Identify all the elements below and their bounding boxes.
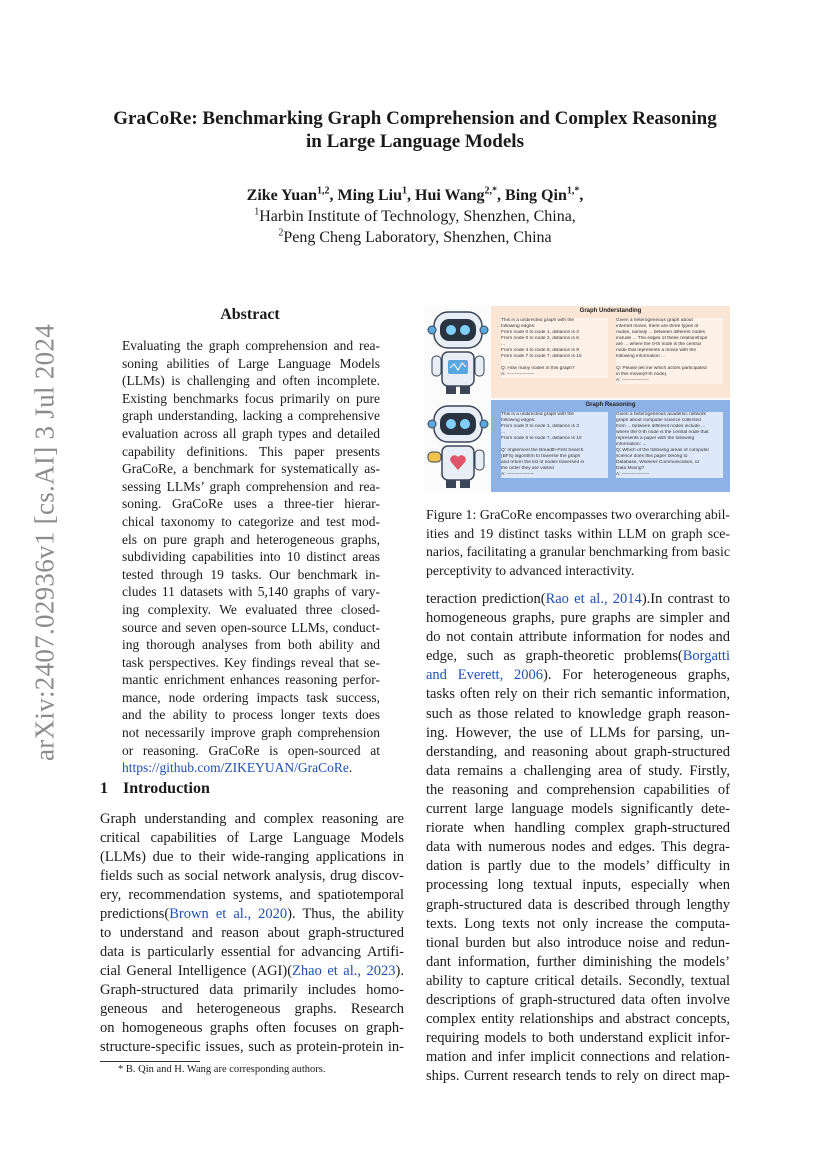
panel-text-line: following edges:: [501, 324, 536, 329]
text-run: tional burden but also introduce noise and redun-: [426, 934, 730, 951]
paragraph-line: [426, 876, 730, 895]
panel-text-line: represents a paper with the following: [616, 436, 695, 441]
panel-text-line: following information ...: [616, 354, 666, 359]
paragraph-line: [100, 1000, 404, 1019]
author-name: Bing Qin: [505, 187, 567, 204]
paragraph-line: [426, 628, 730, 647]
paragraph-line: [426, 743, 730, 762]
text-run: teraction prediction(: [426, 591, 546, 607]
panel-text-line: A: -----------------: [616, 378, 650, 383]
paragraph-line: [426, 934, 730, 953]
paragraph-line: [100, 810, 404, 829]
text-run: ).: [395, 963, 404, 979]
panel-text-line: A: -----------------: [501, 372, 535, 377]
panel-text-line: Q: Implement the Breadth-First Search: [501, 448, 584, 453]
panel-text-line: where the 0-th node is the central node that: [616, 430, 709, 435]
arxiv-identifier: arXiv:2407.02936v1 [cs.AI] 3 Jul 2024: [29, 323, 60, 762]
text-run: structure-specific issues, such as protein-protein in-: [100, 1039, 404, 1055]
panel-text-line: This is a undirected graph with the: [501, 412, 575, 417]
panel-text-line: from ... between different nodes include ...: [616, 424, 706, 429]
author-affiliation-marker: 1,2: [317, 185, 330, 197]
robot-illustration-bottom: [424, 400, 492, 492]
panel-text-line: include ... The edges of these relationships: [616, 336, 708, 341]
paragraph-line: [100, 905, 404, 924]
panel-graph-understanding: [491, 306, 730, 398]
paragraph-line: [426, 1010, 730, 1029]
text-run: dant information, further diminishing the models’: [426, 953, 730, 970]
affiliation-marker: 1: [254, 206, 260, 218]
panel-text-line: in this movie(0-th node).: [616, 372, 668, 377]
panel-text-line: the order they are visited: [501, 466, 554, 471]
abstract-heading: Abstract: [220, 306, 280, 323]
paragraph-line: [426, 724, 730, 743]
footnote: * B. Qin and H. Wang are corresponding authors.: [118, 1064, 326, 1075]
paragraph-line: [100, 943, 404, 962]
citation-link[interactable]: Rao et al., 2014: [545, 591, 642, 607]
text-run: riorate when handling complex graph-structured: [426, 820, 730, 837]
section-heading-introduction: [100, 780, 210, 798]
panel-text-line: From node 0 to node 2, distance is 6: [501, 336, 579, 341]
abstract-line: and the ability to process longer texts does: [122, 707, 380, 723]
paragraph-line: [426, 781, 730, 800]
text-run: data remains a challenging area of study. Firstly,: [426, 762, 730, 779]
text-run: ships. Current research tends to rely on direct map-: [426, 1068, 730, 1085]
panel-text-line: Database, Wireless Communication, or: [616, 460, 700, 465]
paragraph-line: [426, 991, 730, 1010]
title-line: GraCoRe: Benchmarking Graph Comprehension and Complex Reasoning: [113, 108, 717, 129]
paragraph-line: [100, 962, 404, 981]
affiliation-text: Harbin Institute of Technology, Shenzhen, China,: [259, 208, 576, 225]
paragraph-line: [426, 1067, 730, 1086]
heterogeneous-graph-example: [616, 412, 723, 478]
text-run: requiring models to both understand explicit infor-: [426, 1030, 730, 1047]
caption-line: Figure 1: GraCoRe encompasses two overarching abil-: [426, 507, 730, 522]
paragraph-line: [100, 1019, 404, 1038]
citation-link[interactable]: and Everett: [426, 667, 500, 684]
abstract-line: subdividing capabilities into 10 distinct areas: [122, 549, 380, 565]
abstract-line: evaluation across all graph types and detailed: [122, 425, 380, 441]
abstract-line: Existing benchmarks focus primarily on pure: [122, 390, 380, 406]
panel-text-line: information: ...: [616, 442, 647, 447]
panel-text-line: Q: Please tell me which actors participated: [616, 366, 707, 371]
paragraph-line: [100, 829, 404, 848]
pure-graph-example: [501, 318, 608, 378]
paragraph-line: [426, 953, 730, 972]
text-run: fields such as social network analysis, drug discov-: [100, 868, 404, 884]
link-suffix: .: [348, 760, 353, 776]
abstract-line: chical taxonomy to categorize and test mod-: [122, 513, 380, 529]
right-column-body: [426, 590, 730, 1086]
affiliation-1: [90, 206, 740, 227]
panel-text-line: From node 6 to node 7, distance is 10: [501, 436, 582, 441]
panel-text-line: and return the list of nodes traversed in: [501, 460, 585, 465]
panel-text-line: are ... where the 0-th node is the central: [616, 342, 701, 347]
abstract-line: task perspectives. Key findings reveal that se-: [122, 654, 380, 670]
text-run: ing. However, the use of LLMs for parsing, un-: [426, 724, 730, 741]
paragraph-line: [100, 867, 404, 886]
abstract-line: tested through 19 tasks. Our benchmark in-: [122, 566, 380, 582]
text-run: texts. Long texts not only increase the computa-: [426, 915, 730, 932]
caption-line: ities and 19 distinct tasks within LLM on graph sce-: [426, 525, 730, 541]
text-run: derstanding, and reasoning about graph-structured: [426, 743, 730, 760]
text-run: descriptions of graph-structured data often involve: [426, 991, 730, 1008]
paragraph-line: [426, 705, 730, 724]
panel-text-line: A: -----------------: [616, 472, 650, 477]
abstract-line: (LLMs) is challenging and often incomplete.: [122, 373, 380, 389]
author-affiliation-marker: 1,*: [566, 185, 580, 197]
paragraph-line: [426, 762, 730, 781]
text-run: ). For heterogeneous graphs,: [543, 667, 730, 684]
text-run: edge, such as graph-theoretic problems(: [426, 648, 683, 665]
paragraph-line: [426, 590, 730, 609]
panel-text-line: ...: [501, 430, 505, 435]
text-run: Graph understanding and complex reasoning are: [100, 811, 404, 827]
panel-text-line: nodes, namely ... between different nodes: [616, 330, 705, 335]
text-run: ability to capture critical details. Secondly, textual: [426, 972, 730, 989]
panel-text-line: Q: How many nodes in this graph?: [501, 366, 575, 371]
panel-text-line: Q: Which of the following areas of computer: [616, 448, 710, 453]
paragraph-line: [100, 886, 404, 905]
text-run: dation is partly due to the models’ difficulty in: [426, 858, 730, 875]
paragraph-line: [426, 838, 730, 857]
paragraph-line: [426, 666, 730, 685]
abstract-line: soning abilities of Large Language Models: [122, 355, 380, 371]
text-run: ). Thus, the ability: [287, 906, 404, 922]
abstract-line: Evaluating the graph comprehension and rea-: [122, 338, 380, 353]
text-run: do not contain attribute information for nodes and: [426, 629, 730, 646]
paragraph-line: [100, 1038, 404, 1057]
text-run: ).In contrast to: [641, 591, 730, 607]
abstract-line: mantic enrichment enhances reasoning perfor-: [122, 672, 380, 688]
text-run: such as those related to knowledge graph reason-: [426, 705, 730, 722]
text-run: data is particularly essential for advancing Artifi-: [100, 944, 404, 960]
abstract-line: soning. GraCoRe uses a three-tier hierar-: [122, 496, 380, 512]
caption-line: perceptivity to advanced interactivity.: [426, 562, 635, 578]
text-run: mation and infer implicit connections and relation-: [426, 1049, 730, 1066]
text-run: data with numerous nodes and edges. This degra-: [426, 839, 730, 856]
text-run: predictions(: [100, 906, 170, 922]
abstract-body: [122, 337, 380, 777]
panel-text-line: Data Mining?: [616, 466, 645, 471]
panel-text-line: Given a heterogeneous academic network: [616, 412, 706, 417]
paragraph-line: [426, 609, 730, 628]
heterogeneous-graph-example: [616, 318, 723, 384]
abstract-line: cludes 11 datasets with 5,140 graphs of vary-: [122, 584, 380, 600]
paragraph-line: [426, 685, 730, 704]
affiliation-marker: 2: [278, 227, 284, 239]
panel-text-line: A: -----------------: [501, 472, 535, 477]
figure-caption: [426, 506, 730, 580]
robot-illustration-top: [424, 306, 492, 398]
paragraph-line: [426, 800, 730, 819]
abstract-line: mance, node ordering impacts task success,: [122, 689, 380, 705]
panel-text-line: following edges:: [501, 418, 536, 423]
panel-text-line: ...: [501, 342, 505, 347]
panel-text-line: (BFS) algorithm to traverse the graph: [501, 454, 581, 459]
affiliation-2: [90, 227, 740, 248]
panel-text-line: science does this paper belong to: [616, 454, 688, 459]
abstract-line: graph understanding, lacking a comprehensive: [122, 408, 380, 424]
paragraph-line: [426, 819, 730, 838]
author-affiliation-marker: 2,*: [484, 185, 498, 197]
paragraph-line: [100, 924, 404, 943]
text-run: graph-structured data is described through lengthy: [426, 896, 730, 913]
text-run: the reasoning and comprehension capabilities of: [426, 781, 730, 798]
paragraph-line: [426, 1048, 730, 1067]
panel-text-line: internet movie, there are three types of: [616, 324, 699, 329]
text-run: on homogeneous graphs often focuses on graph-: [100, 1020, 404, 1036]
panel-text-line: From node 0 to node 1, distance is 3: [501, 424, 579, 429]
text-run: tasks often rely on their rich semantic information,: [426, 686, 730, 703]
author-affiliation-marker: 1: [402, 185, 408, 197]
abstract-lines: [122, 337, 380, 759]
text-run: geneous and heterogeneous graphs. Research: [100, 1001, 404, 1017]
paragraph-line: [426, 915, 730, 934]
abstract-link-line: [122, 759, 380, 777]
citation-link[interactable]: ,: [499, 667, 515, 684]
abstract-line: or reasoning. GraCoRe is open-sourced at: [122, 742, 380, 758]
paragraph-line: [426, 1029, 730, 1048]
abstract-line: sessing LLMs’ graph comprehension and rea-: [122, 478, 380, 494]
paragraph-line: [426, 647, 730, 666]
panel-text-line: This is a undirected graph with the: [501, 318, 575, 323]
paragraph-line: [426, 896, 730, 915]
author-name: Hui Wang: [415, 187, 485, 204]
paragraph-line: [426, 857, 730, 876]
paper-title: [90, 107, 740, 153]
author-block: [90, 185, 740, 248]
panel-title: Graph Reasoning: [585, 402, 636, 408]
abstract-line: GraCoRe, a benchmark for systematically as-: [122, 461, 380, 477]
abstract-line: els on pure graph and heterogeneous graphs,: [122, 531, 380, 547]
text-run: current large language models significantly dete-: [426, 801, 730, 818]
panel-text-line: node that represents a movie with the: [616, 348, 696, 353]
footnote-divider: [100, 1061, 200, 1062]
author-names: Zike Yuan$^{1,2}$, Ming Liu$^1$, Hui Wang$^{2,*}$, Bing Qin$^{1,*}$,: [246, 185, 584, 204]
github-link[interactable]: https://github.com/ZIKEYUAN/GraCoRe: [122, 760, 349, 776]
abstract-line: not necessarily improve graph comprehension: [122, 725, 380, 741]
text-run: complex entity relationships and abstract concepts,: [426, 1011, 730, 1028]
figure-1: [424, 306, 730, 492]
paragraph-line: [100, 848, 404, 867]
caption-line: narios, facilitating a granular benchmarking from basic: [426, 544, 730, 559]
text-run: to understand and reason about graph-structured: [100, 925, 404, 941]
author-name: Zike Yuan: [246, 187, 318, 204]
text-run: Graph-structured data primarily includes homo-: [100, 982, 404, 998]
paragraph-line: [426, 972, 730, 991]
text-run: homogeneous graphs, pure graphs are simpler and: [426, 610, 730, 627]
abstract-line: ing complexity. We evaluated three closed-: [122, 601, 380, 617]
citation-link[interactable]: 2006: [514, 667, 544, 684]
text-run: ery, recommendation systems, and spatiotemporal: [100, 887, 404, 903]
section-title: Introduction: [123, 780, 210, 797]
title-line: in Large Language Models: [306, 131, 524, 152]
panel-title: Graph Understanding: [579, 308, 642, 314]
text-run: processing long textual inputs, especially when: [426, 877, 730, 894]
author-name: Ming Liu: [337, 187, 403, 204]
citation-link[interactable]: Zhao et al., 2023: [292, 963, 396, 979]
paragraph-line: [100, 981, 404, 1000]
text-run: cial General Intelligence (AGI)(: [100, 963, 293, 979]
text-run: critical capabilities of Large Language Models: [100, 830, 404, 846]
panel-graph-reasoning: [491, 400, 730, 492]
section-number: 1: [100, 780, 108, 797]
text-run: (LLMs) due to their wide-ranging applications in: [100, 849, 404, 865]
citation-link[interactable]: Brown et al., 2020: [169, 906, 288, 922]
affiliation-text: Peng Cheng Laboratory, Shenzhen, China: [283, 229, 552, 246]
panel-text-line: From node 0 to node 1, distance is 3: [501, 330, 579, 335]
introduction-body: [100, 810, 404, 1057]
panel-text-line: From node 4 to node 5, distance is 9: [501, 348, 579, 353]
citation-link[interactable]: Borgatti: [682, 648, 730, 665]
pure-graph-example: [501, 412, 608, 478]
abstract-line: capability definitions. This paper presents: [122, 443, 380, 459]
panel-text-line: graph about computer science collected: [616, 418, 701, 423]
abstract-line: source and seven open-source LLMs, conduct-: [122, 619, 380, 635]
panel-text-line: Given a heterogeneous graph about: [616, 318, 693, 323]
abstract-line: ing thorough analyses from both ability and: [122, 637, 380, 653]
panel-text-line: From node 7 to node 7, distance is 10: [501, 354, 582, 359]
